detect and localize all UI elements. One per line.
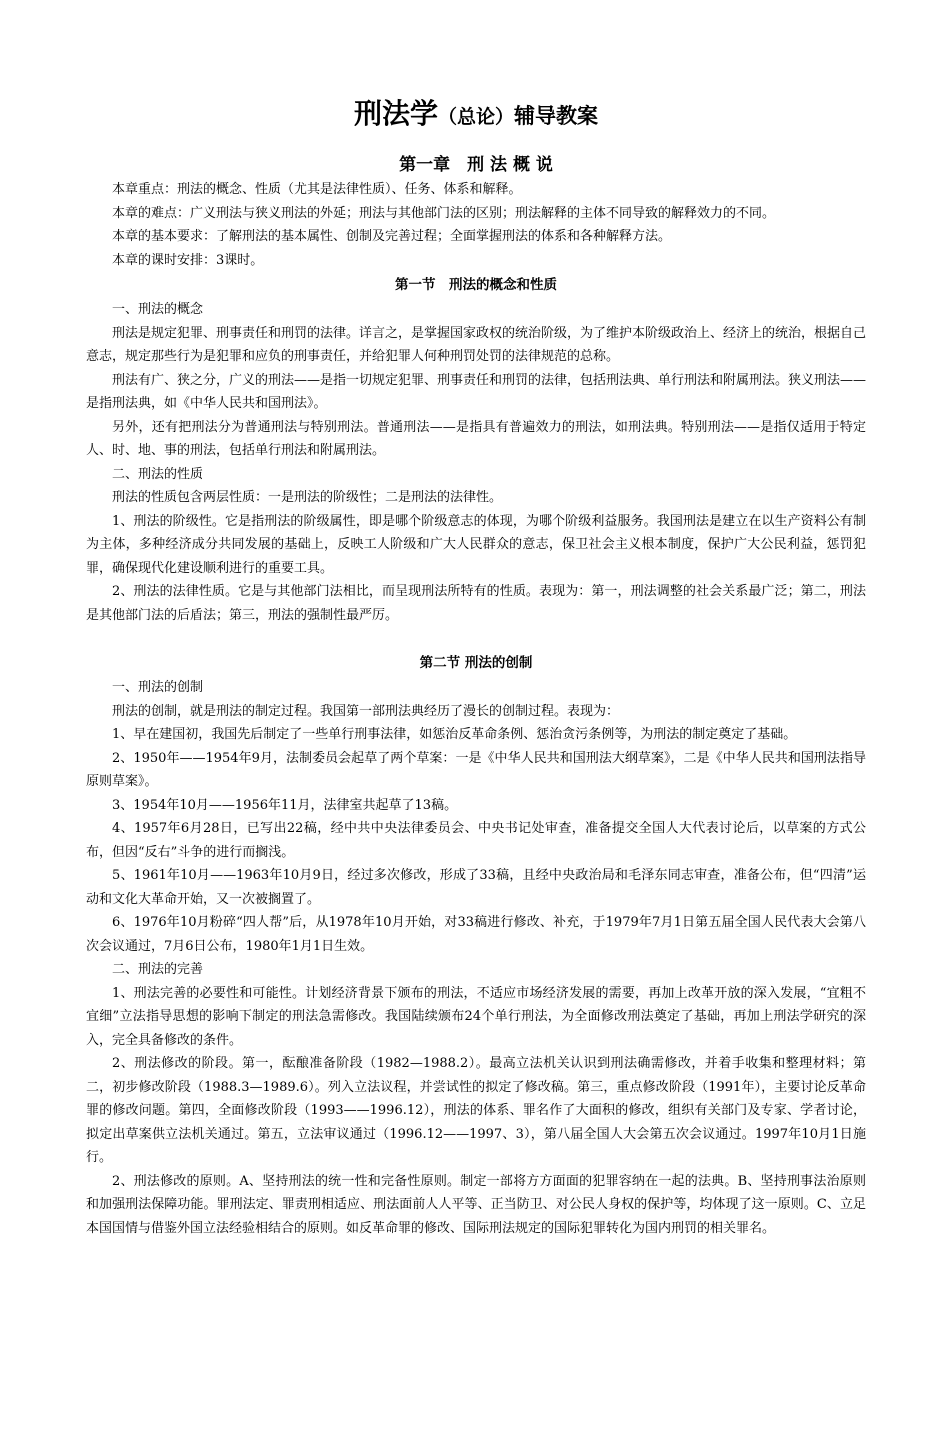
chapter-schedule: 本章的课时安排：3课时。 <box>112 252 264 268</box>
document-title-end: 辅导教案 <box>514 103 599 128</box>
subheading: 一、刑法的概念 <box>112 302 204 317</box>
paragraph: 5、1961年10月——1963年10月9日，经过多次修改，形成了33稿，且经中央政治局和毛泽东同志审查，准备公布，但“四清”运动和文化大革命开始，又一次被搁置了。 <box>86 868 866 907</box>
paragraph: 刑法的性质包含两层性质：一是刑法的阶级性；二是刑法的法律性。 <box>112 490 503 505</box>
chapter-difficulties: 本章的难点：广义刑法与狭义刑法的外延；刑法与其他部门法的区别；刑法解释的主体不同导致的解释效力的不同。 <box>112 205 776 221</box>
section-title-1: 第一节 刑法的概念和性质 <box>395 277 557 293</box>
subheading: 二、刑法的完善 <box>112 962 204 977</box>
paragraph: 1、刑法完善的必要性和可能性。计划经济背景下颁布的刑法，不适应市场经济发展的需要，再加上改革开放的深入发展，“宜粗不宜细”立法指导思想的影响下制定的刑法急需修改。我国陆续颁布24个单行刑法，为全面修改刑法奠定了基础，再加上刑法学研究的深入，完全具备修改的条件。 <box>86 985 866 1048</box>
paragraph: 3、1954年10月——1956年11月，法律室共起草了13稿。 <box>112 797 458 813</box>
chapter-title: 第一章 刑 法 概 说 <box>399 155 553 175</box>
document-title-sub: （总论） <box>438 106 515 128</box>
subheading: 一、刑法的创制 <box>112 680 204 695</box>
paragraph: 刑法有广、狭之分，广义的刑法——是指一切规定犯罪、刑事责任和刑罚的法律，包括刑法典、单行刑法和附属刑法。狭义刑法——是指刑法典，如《中华人民共和国刑法》。 <box>86 372 867 411</box>
section-spacer <box>86 627 866 650</box>
paragraph: 2、刑法的法律性质。它是与其他部门法相比，而呈现刑法所特有的性质。表现为：第一，刑法调整的社会关系最广泛；第二，刑法是其他部门法的后盾法；第三，刑法的强制性最严厉。 <box>86 584 866 623</box>
paragraph: 刑法是规定犯罪、刑事责任和刑罚的法律。详言之，是掌握国家政权的统治阶级，为了维护本阶级政治上、经济上的统治，根据自己意志，规定那些行为是犯罪和应负的刑事责任，并给犯罪人何种刑罚处罚的法律规范的总称。 <box>86 325 867 364</box>
paragraph: 另外，还有把刑法分为普通刑法与特别刑法。普通刑法——是指具有普遍效力的刑法，如刑法典。特别刑法——是指仅适用于特定人、时、地、事的刑法，包括单行刑法和附属刑法。 <box>86 419 866 458</box>
paragraph: 2、1950年——1954年9月，法制委员会起草了两个草案：一是《中华人民共和国刑法大纲草案》，二是《中华人民共和国刑法指导原则草案》。 <box>86 750 866 789</box>
paragraph: 4、1957年6月28日，已写出22稿，经中共中央法律委员会、中央书记处审查，准备提交全国人大代表讨论后，以草案的方式公布，但因“反右”斗争的进行而搁浅。 <box>86 821 866 860</box>
paragraph: 刑法的创制，就是刑法的制定过程。我国第一部刑法典经历了漫长的创制过程。表现为： <box>112 703 620 719</box>
chapter-key-points: 本章重点：刑法的概念、性质（尤其是法律性质）、任务、体系和解释。 <box>112 182 522 197</box>
document-title-main: 刑法学 <box>353 97 438 130</box>
paragraph: 6、1976年10月粉碎“四人帮”后，从1978年10月开始，对33稿进行修改、补充，于1979年7月1日第五届全国人民代表大会第八次会议通过，7月6日公布，1980年1月1日生效。 <box>86 915 866 954</box>
paragraph: 2、刑法修改的阶段。第一，酝酿准备阶段（1982—1988.2）。最高立法机关认识到刑法确需修改，并着手收集和整理材料；第二，初步修改阶段（1988.3—1989.6）。列入立法议程，并尝试性的拟定了修改稿。第三，重点修改阶段（1991年），主要讨论反革命罪的修改问题。第四，全面修改阶段（1993——1996.12），刑法的体系、罪名作了大面积的修改，组织有关部门及专家、学者讨论，拟定出草案供立法机关通过。第五，立法审议通过（1996.12——1997、3），第八届全国人大会第五次会议通过。1997年10月1日施行。 <box>86 1056 866 1165</box>
document-title <box>86 92 866 136</box>
paragraph: 2、刑法修改的原则。A、坚持刑法的统一性和完备性原则。制定一部将方方面面的犯罪容纳在一起的法典。B、坚持刑事法治原则和加强刑法保障功能。罪刑法定、罪责刑相适应、刑法面前人人平等、正当防卫、对公民人身权的保护等，均体现了这一原则。C、立足本国国情与借鉴外国立法经验相结合的原则。如反革命罪的修改、国际刑法规定的国际犯罪转化为国内刑罚的相关罪名。 <box>86 1173 866 1236</box>
subheading: 二、刑法的性质 <box>112 466 204 482</box>
paragraph: 1、刑法的阶级性。它是指刑法的阶级属性，即是哪个阶级意志的体现，为哪个阶级利益服务。我国刑法是建立在以生产资料公有制为主体，多种经济成分共同发展的基础上，反映工人阶级和广大人民群众的意志，保卫社会主义根本制度，保护广大公民利益，惩罚犯罪，确保现代化建设顺利进行的重要工具。 <box>86 513 866 576</box>
chapter-requirements: 本章的基本要求：了解刑法的基本属性、创制及完善过程；全面掌握刑法的体系和各种解释方法。 <box>112 229 672 244</box>
document-page <box>86 92 866 1240</box>
paragraph: 1、早在建国初，我国先后制定了一些单行刑事法律，如惩治反革命条例、惩治贪污条例等，为刑法的制定奠定了基础。 <box>112 727 797 742</box>
section-title-2: 第二节 刑法的创制 <box>419 655 533 671</box>
